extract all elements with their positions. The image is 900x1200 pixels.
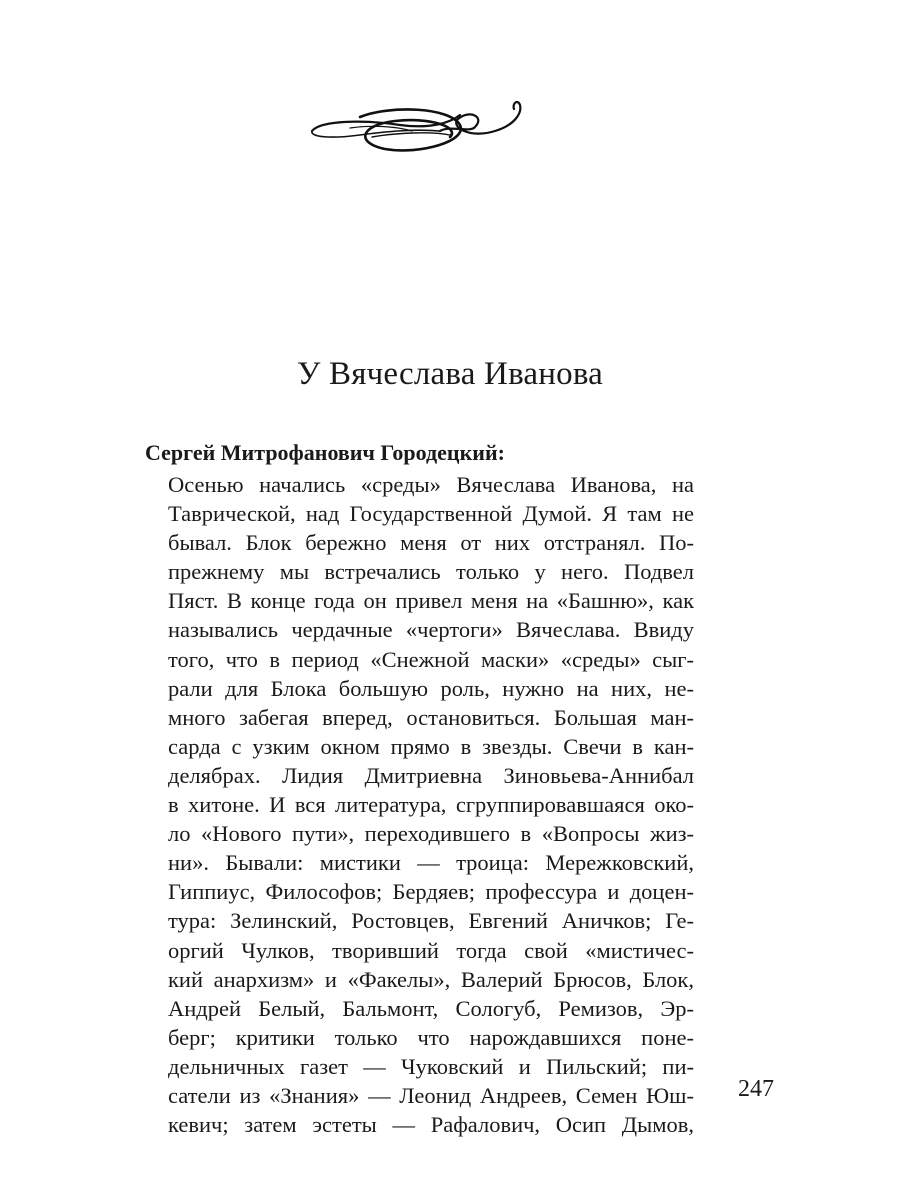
- text-line: ло «Нового пути», переходившего в «Вопросы жиз-: [168, 821, 694, 847]
- text-line: Таврической, над Государственной Думой. Я там не: [168, 501, 694, 527]
- body-text: [168, 470, 694, 1139]
- chapter-title: У Вячеслава Иванова: [296, 356, 604, 392]
- text-line: назывались чердачные «чертоги» Вячеслава. Ввиду: [168, 617, 694, 643]
- text-line: сатели из «Знания» — Леонид Андреев, Семен Юш-: [168, 1082, 694, 1108]
- text-line: Андрей Белый, Бальмонт, Сологуб, Ремизов, Эр-: [168, 995, 694, 1021]
- text-line: дельничных газет — Чуковский и Пильский; пи-: [168, 1053, 694, 1079]
- text-line: в хитоне. И вся литература, сгруппировавшаяся око-: [168, 792, 694, 818]
- text-line: Гиппиус, Философов; Бердяев; профессура и доцен-: [168, 879, 694, 905]
- speaker-name: Сергей Митрофанович Городецкий:: [145, 440, 505, 465]
- text-line: рали для Блока большую роль, нужно на них, не-: [168, 675, 694, 701]
- text-line: того, что в период «Снежной маски» «среды» сыг-: [168, 646, 694, 672]
- text-line: много забегая вперед, остановиться. Большая ман-: [168, 704, 694, 730]
- text-line: прежнему мы встречались только у него. Подвел: [168, 559, 694, 585]
- text-line: Пяст. В конце года он привел меня на «Башню», как: [168, 588, 694, 614]
- text-line: кий анархизм» и «Факелы», Валерий Брюсов, Блок,: [168, 966, 694, 992]
- text-line: оргий Чулков, творивший тогда свой «мистичес-: [168, 937, 694, 963]
- page-number: 247: [738, 1076, 774, 1102]
- text-line: берг; критики только что нарождавшихся поне-: [168, 1024, 694, 1050]
- text-line: тура: Зелинский, Ростовцев, Евгений Аничков; Ге-: [168, 908, 694, 934]
- text-line: сарда с узким окном прямо в звезды. Свечи в кан-: [168, 733, 694, 759]
- text-line: делябрах. Лидия Дмитриевна Зиновьева-Аннибал: [168, 762, 694, 788]
- text-line: ни». Бывали: мистики — троица: Мережковский,: [168, 850, 694, 876]
- text-line: Осенью начались «среды» Вячеслава Иванова, на: [168, 472, 694, 497]
- text-line: бывал. Блок бережно меня от них отстранял. По-: [168, 530, 694, 556]
- text-line: кевич; затем эстеты — Рафалович, Осип Дымов,: [168, 1112, 694, 1138]
- flourish-ornament-icon: [300, 95, 540, 165]
